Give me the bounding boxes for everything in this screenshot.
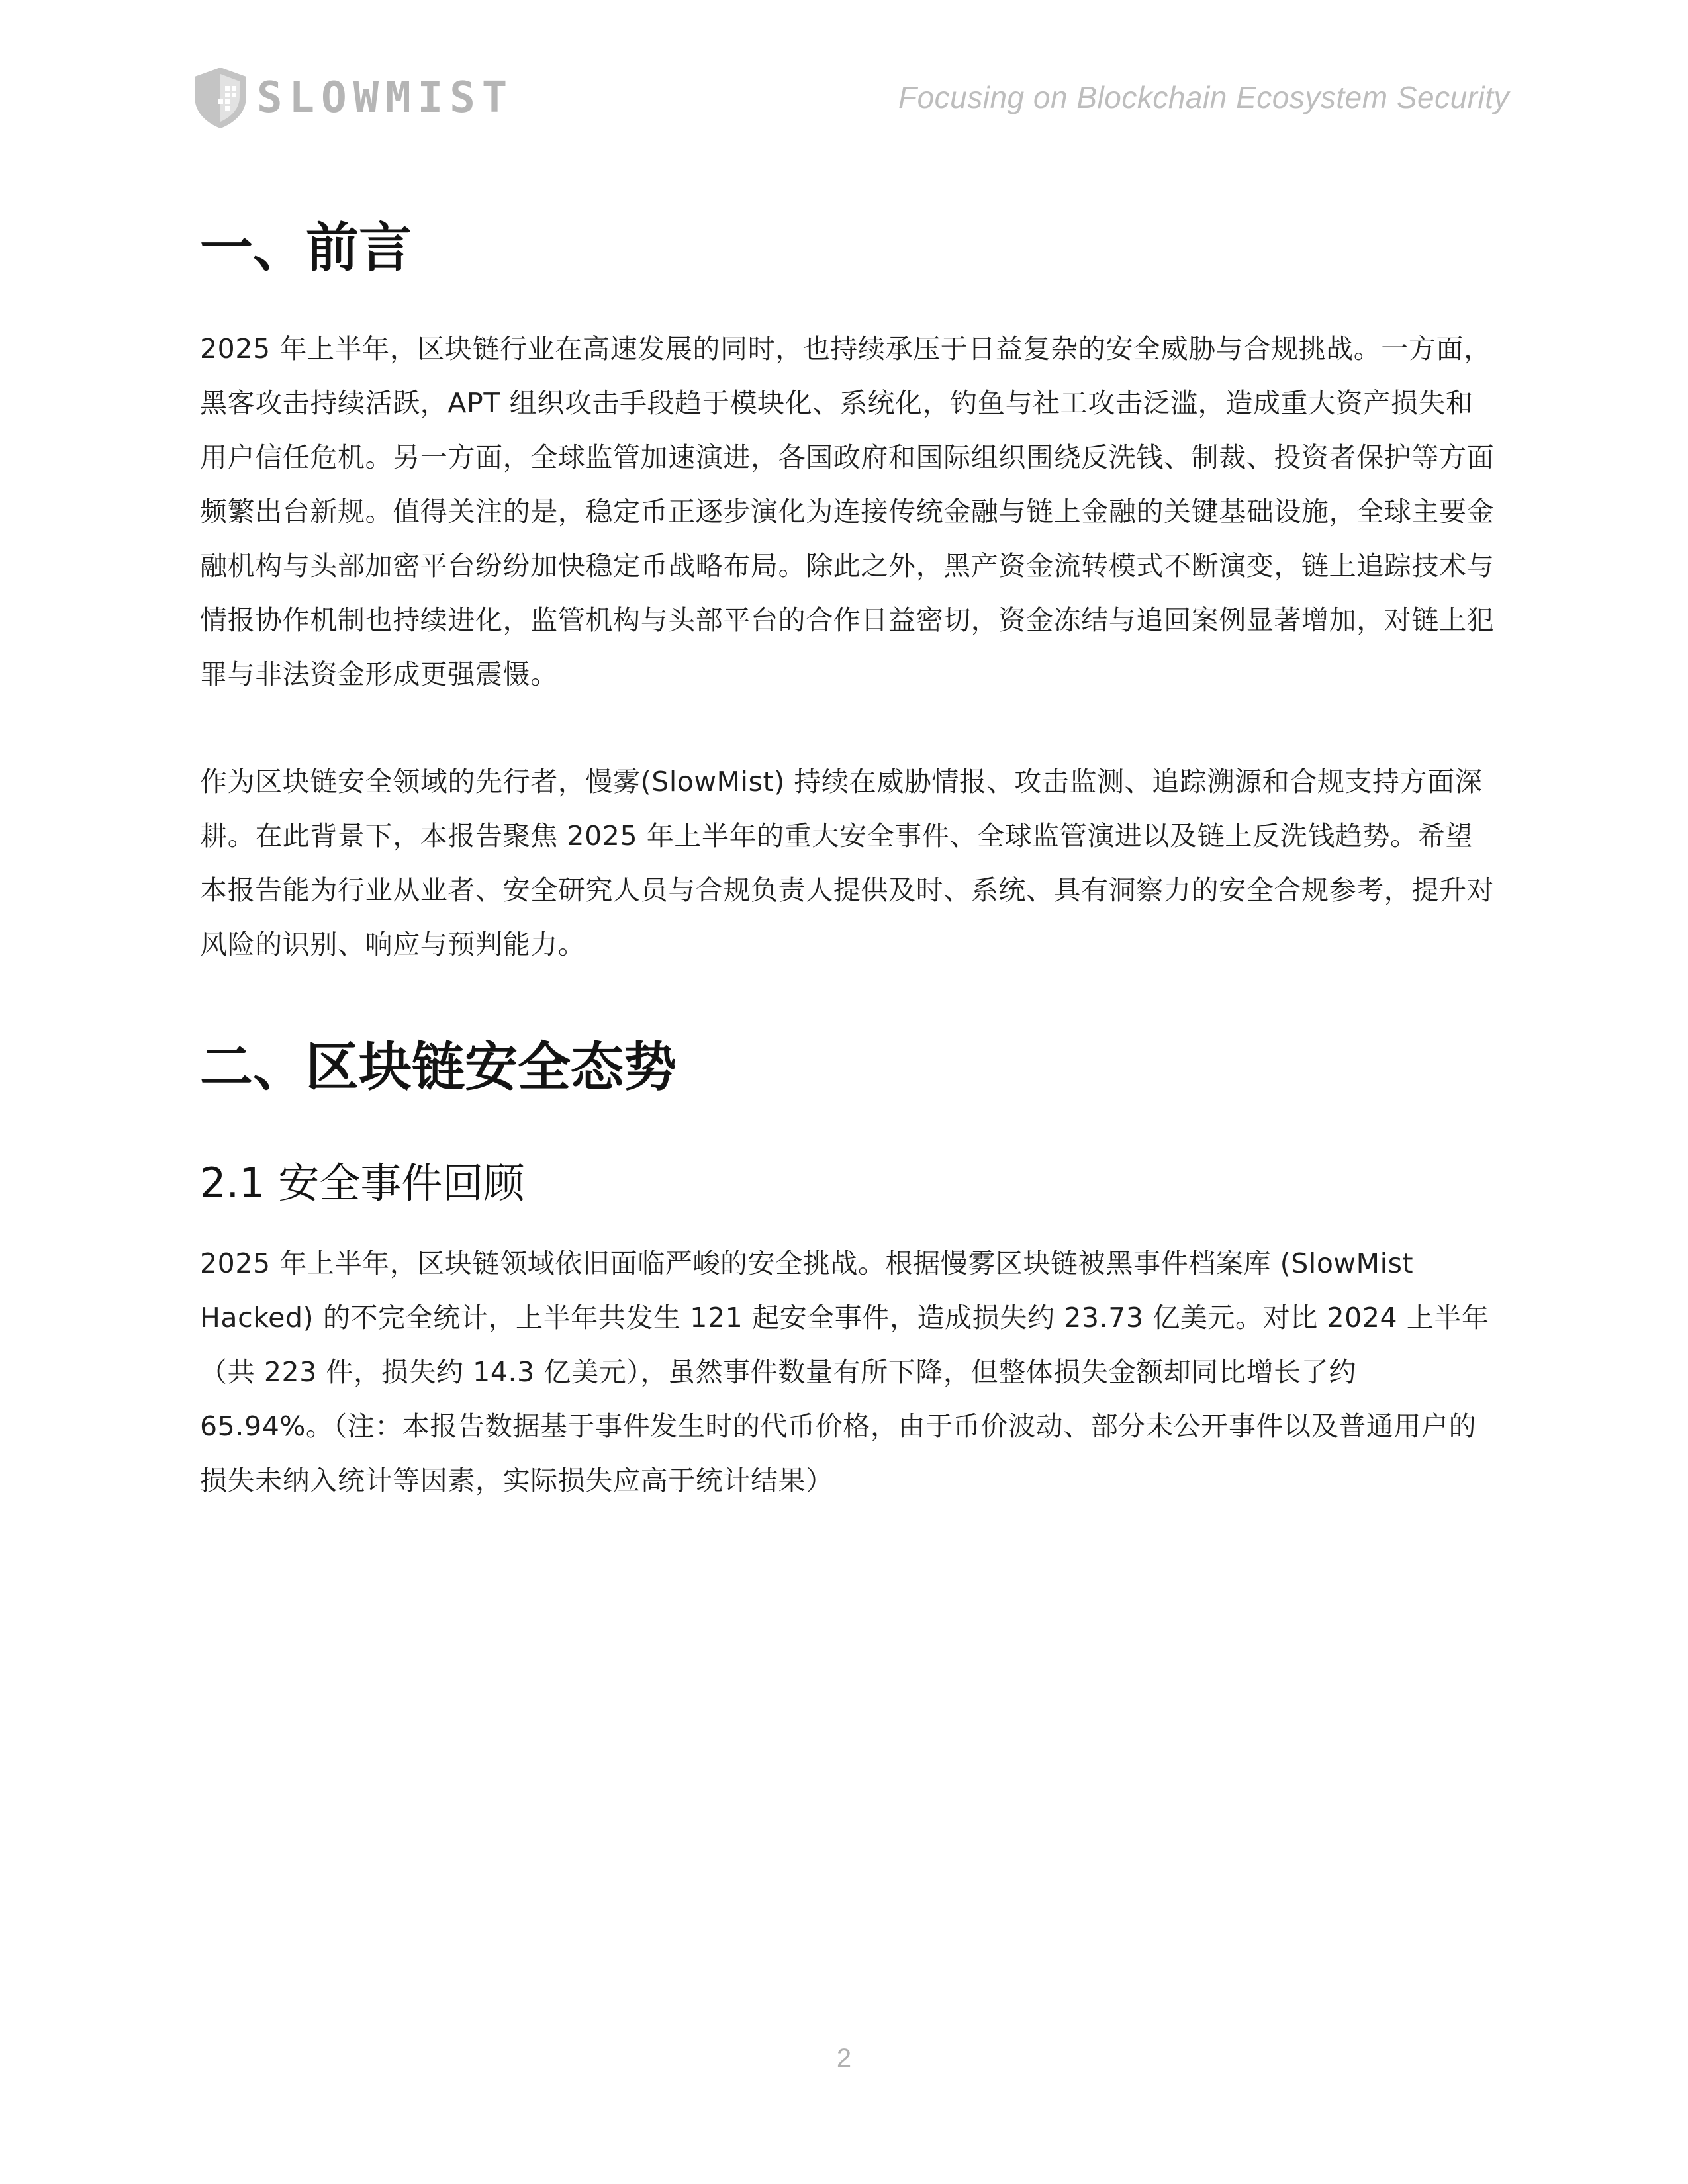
- preface-paragraph-2: 作为区块链安全领域的先行者，慢雾(SlowMist) 持续在威胁情报、攻击监测、追踪溯源和合规支持方面深耕。在此背景下，本报告聚焦 2025 年上半年的重大安全事件、全球监管演进以及链上反洗钱趋势。希望本报告能为行业从业者、安全研究人员与合规负责人提供及时、系统、具有洞察力的安全合规参考，提升对风险的识别、响应与预判能力。: [200, 766, 1495, 960]
- page-header: [192, 66, 1509, 132]
- section-heading-security-situation: 二、区块链安全态势: [200, 1036, 677, 1098]
- preface-paragraph-1: 2025 年上半年，区块链行业在高速发展的同时，也持续承压于日益复杂的安全威胁与合规挑战。一方面，黑客攻击持续活跃，APT 组织攻击手段趋于模块化、系统化，钓鱼与社工攻击泛滥，造成重大资产损失和用户信任危机。另一方面，全球监管加速演进，各国政府和国际组织围绕反洗钱、制裁、投资者保护等方面频繁出台新规。值得关注的是，稳定币正逐步演化为连接传统金融与链上金融的关键基础设施，全球主要金融机构与头部加密平台纷纷加快稳定币战略布局。除此之外，黑产资金流转模式不断演变，链上追踪技术与情报协作机制也持续进化，监管机构与头部平台的合作日益密切，资金冻结与追回案例显著增加，对链上犯罪与非法资金形成更强震慑。: [200, 333, 1495, 690]
- section-heading-preface: 一、前言: [200, 217, 412, 279]
- shield-logo-icon: [192, 66, 249, 130]
- page-number: 2: [836, 2044, 852, 2073]
- logo-wordmark: SLOWMIST: [257, 73, 514, 122]
- slowmist-logo: [192, 66, 514, 130]
- subsection-heading-incident-review: 2.1 安全事件回顾: [200, 1159, 525, 1207]
- page-content: [200, 199, 1497, 1508]
- header-tagline: Focusing on Blockchain Ecosystem Security: [898, 80, 1509, 114]
- incident-review-paragraph: 2025 年上半年，区块链领域依旧面临严峻的安全挑战。根据慢雾区块链被黑事件档案库 (SlowMist Hacked) 的不完全统计，上半年共发生 121 起安全事件，造成损失约 23.73 亿美元。对比 2024 上半年（共 223 件，损失约 14.3 亿美元），虽然事件数量有所下降，但整体损失金额却同比增长了约 65.94%。（注：本报告数据基于事件发生时的代币价格，由于币价波动、部分未公开事件以及普通用户的损失未纳入统计等因素，实际损失应高于统计结果）: [200, 1248, 1489, 1496]
